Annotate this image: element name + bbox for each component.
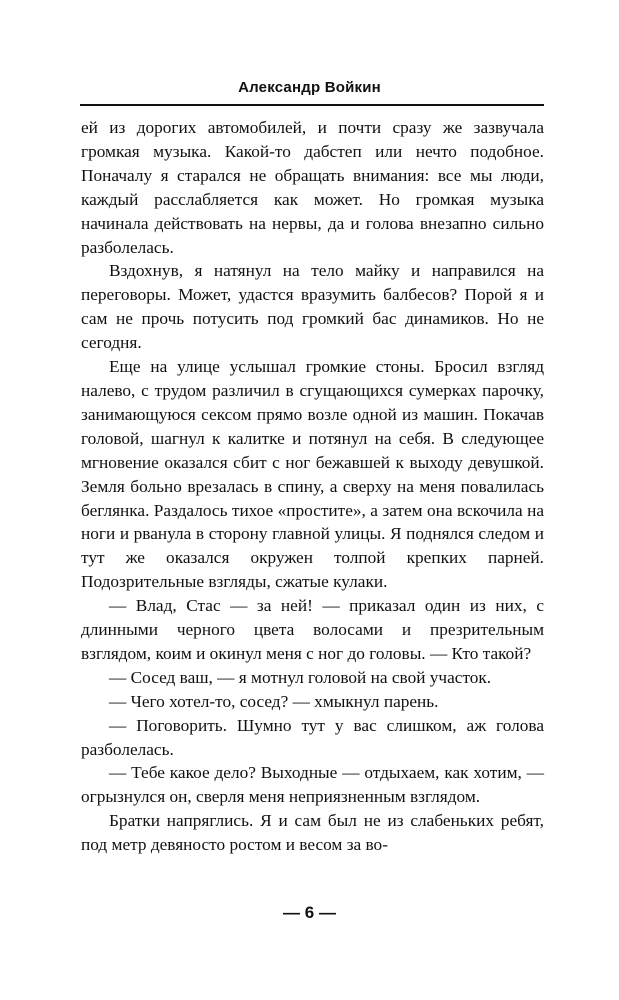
paragraph: Еще на улице услышал громкие стоны. Бросил взгляд налево, с трудом различил в сгущающихся сумерках парочку, занимающуюся сексом прямо возле одной из машин. Покачав головой, шагнул к калитке и потянул на себя. В следующее мгновение оказался сбит с ног бежавшей к выходу девушкой. Земля больно врезалась в спину, а сверху на меня повалилась беглянка. Раздалось тихое «простите», а затем она вскочила на ноги и рванула в сторону главной улицы. Я поднялся следом и тут же оказался окружен толпой крепких парней. Подозрительные взгляды, сжатые кулаки. <box>81 357 544 592</box>
dialogue-paragraph: — Влад, Стас — за ней! — приказал один из них, с длинными черного цвета волосами и презрительным взглядом, коим и окинул меня с ног до головы. — Кто такой? <box>81 596 544 663</box>
page-body-text <box>81 116 544 857</box>
paragraph: Братки напряглись. Я и сам был не из слабеньких ребят, под метр девяносто ростом и весом за во- <box>81 811 544 855</box>
dialogue-paragraph: — Сосед ваш, — я мотнул головой на свой участок. <box>109 667 492 687</box>
dialogue-paragraph: — Поговорить. Шумно тут у вас слишком, аж голова разболелась. <box>81 715 544 759</box>
page-number: — 6 — <box>283 903 336 922</box>
header-rule <box>80 104 544 106</box>
paragraph: ей из дорогих автомобилей, и почти сразу же зазвучала громкая музыка. Какой-то дабстеп или нечто подобное. Поначалу я старался не обращать внимания: все мы люди, каждый расслабляется как может. Но громкая музыка начинала действовать на нервы, да и голова внезапно сильно разболелась. <box>81 118 544 257</box>
dialogue-paragraph: — Чего хотел-то, сосед? — хмыкнул парень. <box>109 691 439 711</box>
paragraph: Вздохнув, я натянул на тело майку и направился на переговоры. Может, удастся вразумить балбесов? Порой я и сам не прочь потусить под громкий бас динамиков. Но не сегодня. <box>81 261 544 353</box>
dialogue-paragraph: — Тебе какое дело? Выходные — отдыхаем, как хотим, — огрызнулся он, сверля меня неприязненным взглядом. <box>81 763 544 807</box>
running-header-author: Александр Войкин <box>238 79 381 96</box>
